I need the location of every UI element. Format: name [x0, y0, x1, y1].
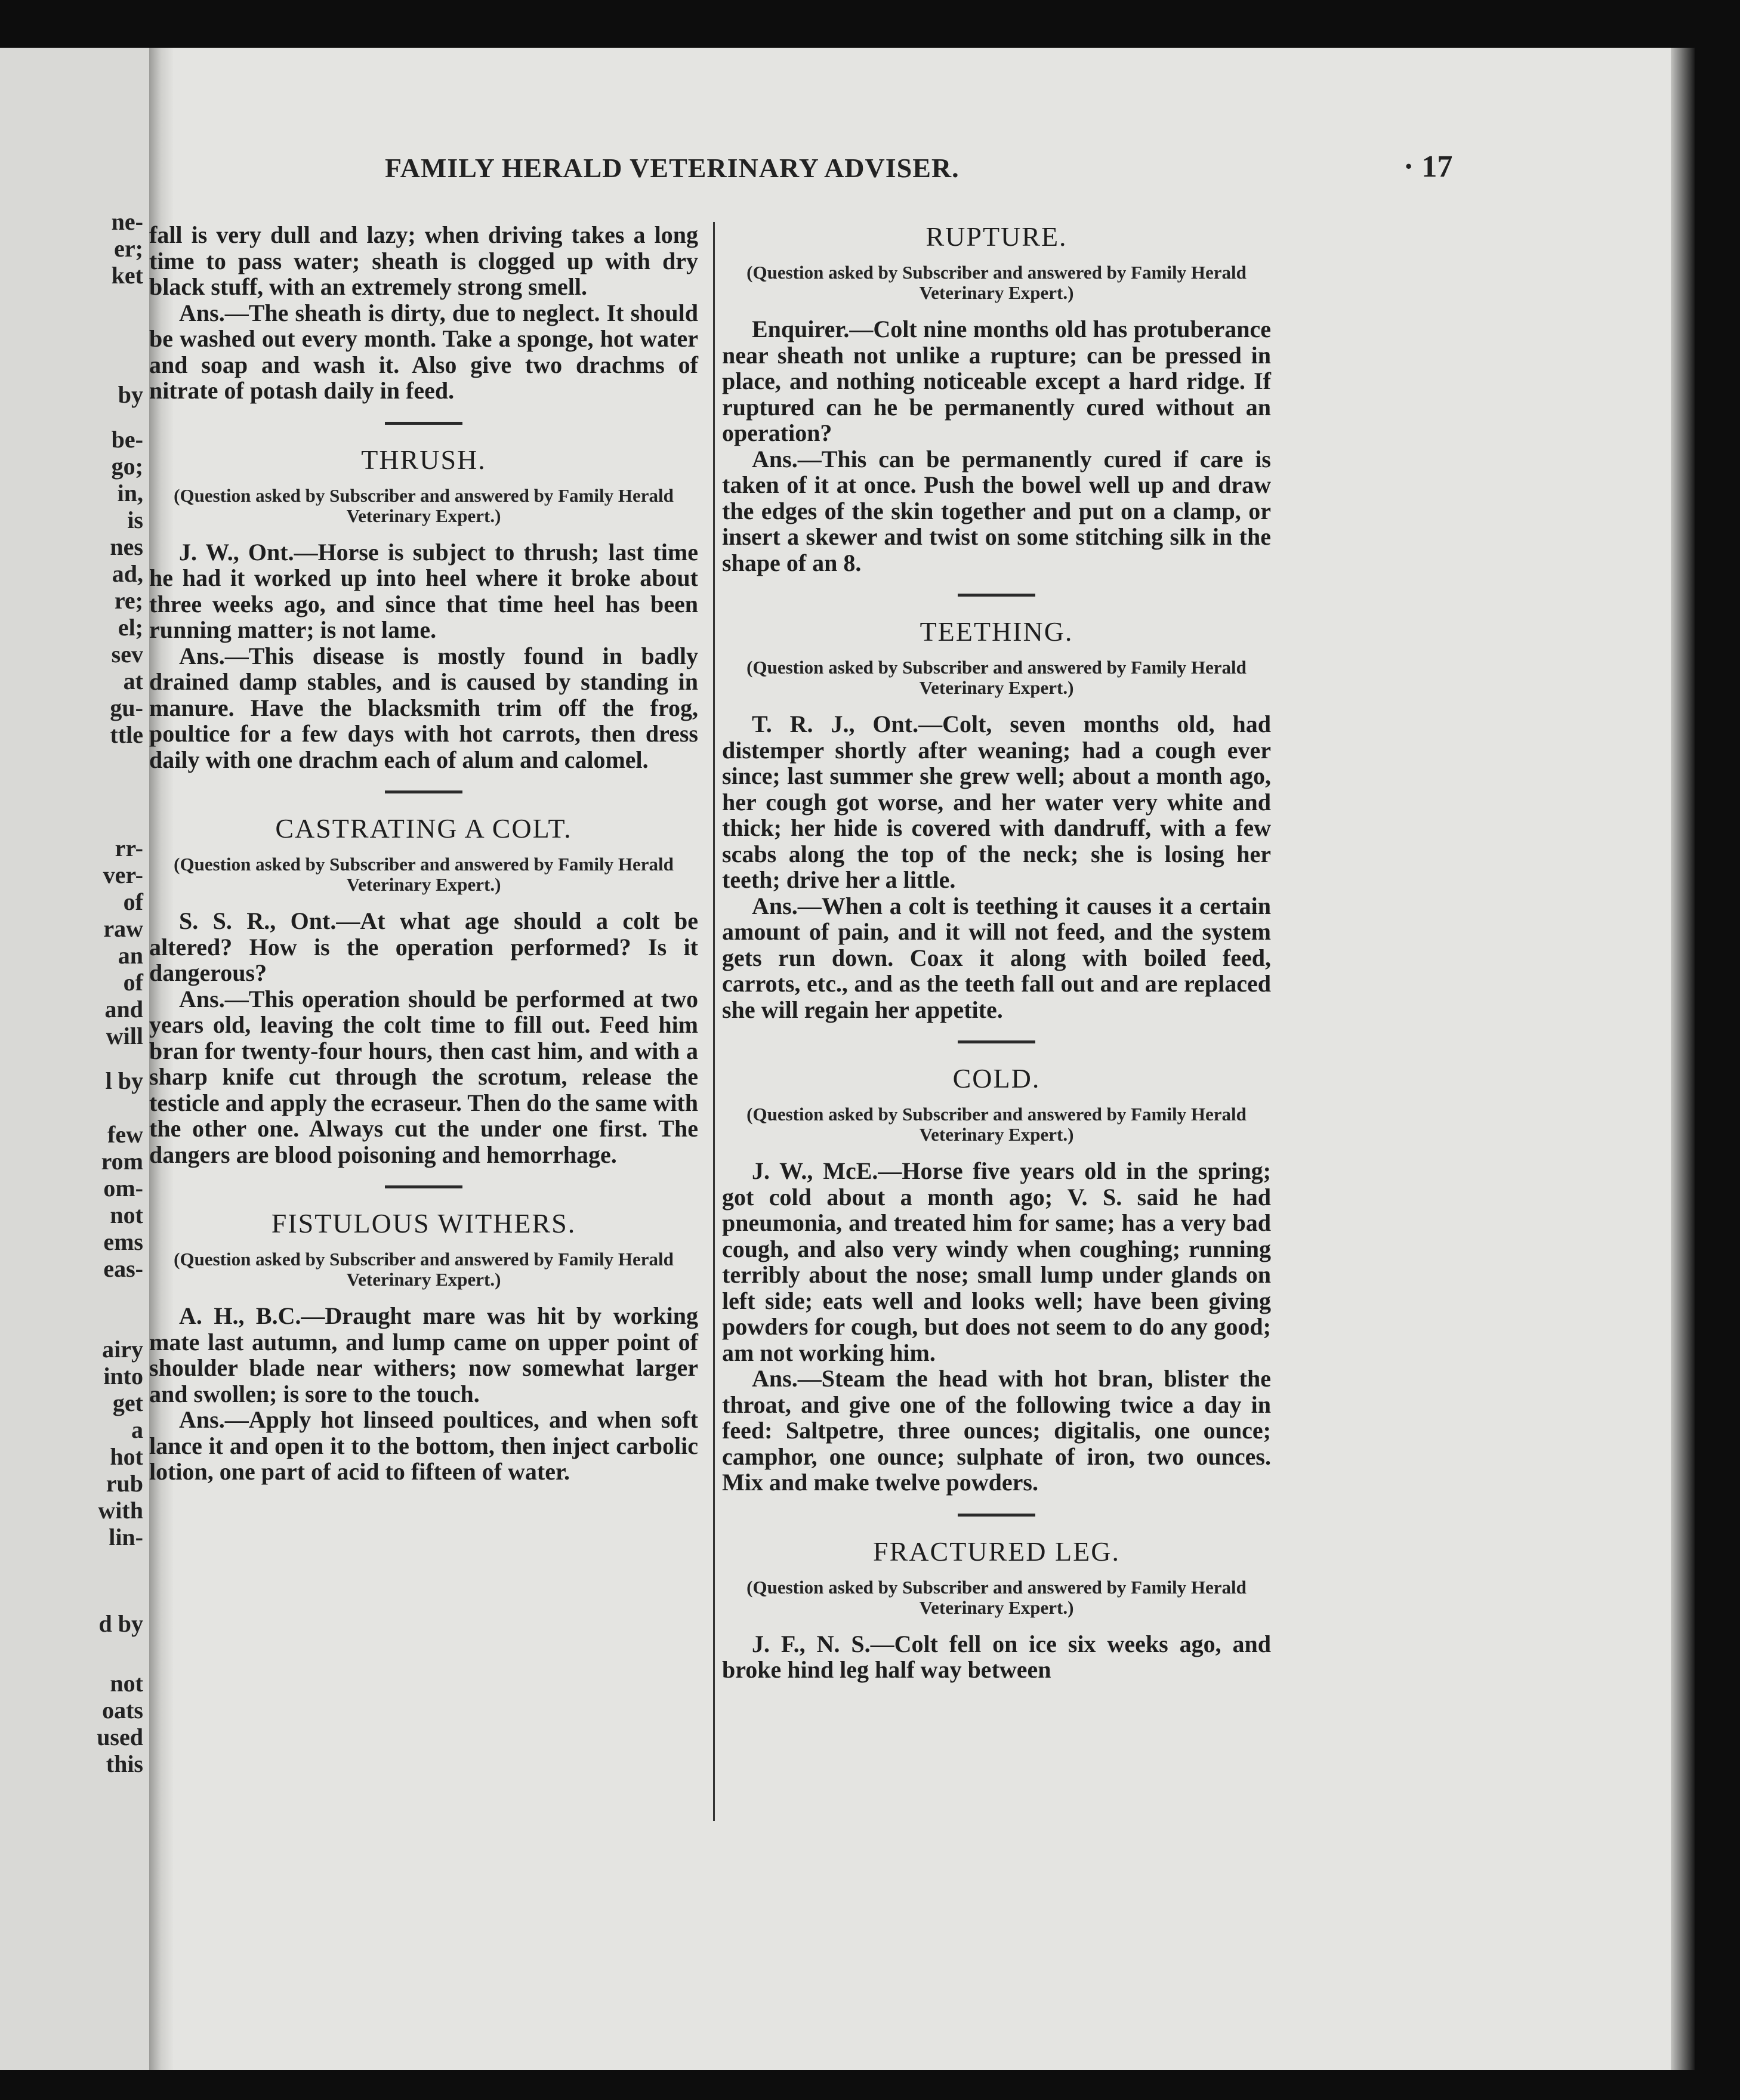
facing-page-fragment: at: [123, 668, 143, 694]
facing-page-fragment: into: [103, 1363, 143, 1389]
section-title-teething: TEETHING.: [920, 616, 1073, 647]
facing-page-fragment: an: [118, 942, 143, 969]
facing-page-fragment: not: [110, 1670, 143, 1697]
facing-page-fragment: go;: [111, 453, 143, 480]
question-paragraph: S. S. R., Ont.—At what age should a colt be altered? How is the operation performed? Is it dangerous?: [149, 907, 698, 986]
answer-paragraph: Ans.—This operation should be performed at two years old, leaving the colt time to fill out. Feed him bran for twenty-four hours, then cast him, and with a sharp knife cut through the scrotum, release the testicle and apply the ecraseur. Then do the same with the other one. Always cut the under one first. The dangers are blood poisoning and hemorrhage.: [149, 985, 698, 1168]
answer-paragraph: Ans.—This disease is mostly found in badly drained damp stables, and is caused by standing in manure. Have the blacksmith trim off the frog, poultice for a few days with hot carrots, then dress daily with one drachm each of alum and calomel.: [149, 642, 698, 773]
facing-page-fragment: er;: [114, 235, 143, 262]
section-title-thrush: THRUSH.: [361, 444, 486, 475]
facing-page-fragment: ttle: [110, 721, 143, 748]
facing-page-fragment: hot: [110, 1443, 143, 1470]
facing-page-fragment: el;: [118, 614, 143, 641]
answer-paragraph: Ans.—The sheath is dirty, due to neglect. It should be washed out every month. Take a sponge, hot water and soap and wash it. Also give two drachms of nitrate of potash daily in feed.: [149, 299, 698, 404]
section-credit: (Question asked by Subscriber and answered by Family Herald Veterinary Expert.): [174, 854, 674, 895]
section-credit: (Question asked by Subscriber and answered by Family Herald Veterinary Expert.): [174, 1249, 674, 1290]
section-divider: [958, 1514, 1035, 1517]
question-paragraph: Enquirer.—Colt nine months old has protuberance near sheath not unlike a rupture; can be pressed in place, and nothing noticeable except a hard ridge. If ruptured can he be permanently cured without an operation?: [722, 316, 1271, 446]
continued-paragraph: fall is very dull and lazy; when driving takes a long time to pass water; sheath is clogged up with dry black stuff, with an extremely strong smell.: [149, 221, 698, 300]
facing-page-fragment: by: [118, 381, 143, 408]
question-paragraph: A. H., B.C.—Draught mare was hit by working mate last autumn, and lump came on upper point of shoulder blade near withers; now somewhat larger and swollen; is sore to the touch.: [149, 1302, 698, 1407]
column-rule: [713, 222, 715, 1821]
question-paragraph: T. R. J., Ont.—Colt, seven months old, had distemper shortly after weaning; had a cough ever since; last summer she grew well; about a month ago, her cough got worse, and her water very white and thick; her hide is covered with dandruff, with a few scabs along the top of the neck; she is losing her teeth; drive her a little.: [722, 711, 1271, 893]
facing-page-fragment: l by: [105, 1067, 143, 1094]
facing-page-fragment: nes: [110, 533, 143, 560]
question-paragraph: J. W., McE.—Horse five years old in the spring; got cold about a month ago; V. S. said he had pneumonia, and treated him for same; has a very bad cough, and also very windy when coughing; running terribly about the nose; small lump under glands on left side; eats well and looks well; have been giving powders for cough, but does not seem to do any good; am not working him.: [722, 1157, 1271, 1366]
question-paragraph: J. W., Ont.—Horse is subject to thrush; last time he had it worked up into heel where it broke about three weeks ago, and since that time heel has been running matter; is not lame.: [149, 538, 698, 643]
facing-page-fragment: ems: [103, 1228, 143, 1255]
section-credit: (Question asked by Subscriber and answered by Family Herald Veterinary Expert.): [174, 484, 674, 526]
section-title-fractured-leg: FRACTURED LEG.: [873, 1536, 1120, 1567]
facing-page-fragment: re;: [114, 587, 143, 614]
facing-page-fragment: airy: [102, 1336, 143, 1363]
question-paragraph: J. F., N. S.—Colt fell on ice six weeks ago, and broke hind leg half way between: [722, 1630, 1271, 1683]
section-title-cold: COLD.: [952, 1063, 1041, 1094]
facing-page-fragment: rub: [106, 1470, 143, 1497]
answer-paragraph: Ans.—Apply hot linseed poultices, and when soft lance it and open it to the bottom, then inject carbolic lotion, one part of acid to fifteen of water.: [149, 1406, 698, 1485]
facing-page-fragment: d by: [98, 1610, 143, 1637]
facing-page-fragment: ne-: [111, 208, 143, 235]
section-credit: (Question asked by Subscriber and answered by Family Herald Veterinary Expert.): [746, 1576, 1247, 1618]
facing-page-fragment: ver-: [103, 861, 143, 888]
right-column: [722, 222, 1271, 1683]
facing-page-fragment: eas-: [103, 1255, 143, 1282]
facing-page-fragment: be-: [111, 426, 143, 453]
answer-paragraph: Ans.—Steam the head with hot bran, blister the throat, and give one of the following twice a day in feed: Saltpetre, three ounces; digitalis, one ounce; camphor, one ounce; sulphate of iron, two ounces. Mix and make twelve powders.: [722, 1365, 1271, 1496]
facing-page-fragment: raw: [103, 915, 143, 942]
facing-page-fragment: a: [131, 1416, 143, 1443]
running-head: FAMILY HERALD VETERINARY ADVISER.: [385, 153, 960, 183]
facing-page-fragment: gu-: [110, 694, 143, 721]
facing-page-fragment: get: [112, 1389, 143, 1416]
answer-paragraph: Ans.—When a colt is teething it causes it a certain amount of pain, and it will not feed, and the system gets run down. Coax it along with boiled feed, carrots, etc., and as the teeth fall out and are replaced she will regain her appetite.: [722, 892, 1271, 1023]
facing-page-edge: [0, 48, 149, 2070]
section-credit: (Question asked by Subscriber and answered by Family Herald Veterinary Expert.): [746, 657, 1247, 698]
left-column: [149, 222, 698, 1485]
facing-page-fragment: in,: [117, 480, 143, 507]
section-divider: [385, 422, 462, 425]
facing-page-fragment: ad,: [112, 560, 143, 587]
facing-page-fragment: om-: [103, 1175, 143, 1202]
facing-page-fragment: rom: [101, 1148, 143, 1175]
section-divider: [385, 1185, 462, 1188]
section-title-castrating: CASTRATING A COLT.: [275, 813, 572, 844]
section-title-rupture: RUPTURE.: [925, 221, 1068, 252]
facing-page-fragment: rr-: [115, 835, 143, 861]
facing-page-fragment: and: [104, 996, 143, 1023]
facing-page-fragment: sev: [111, 641, 143, 668]
facing-page-fragment: ket: [111, 262, 143, 289]
facing-page-fragment: of: [123, 969, 143, 996]
section-divider: [385, 790, 462, 793]
section-title-fistulous-withers: FISTULOUS WITHERS.: [271, 1208, 576, 1239]
facing-page-fragment: lin-: [109, 1524, 143, 1551]
section-divider: [958, 1040, 1035, 1043]
facing-page-fragment: used: [97, 1724, 143, 1750]
section-credit: (Question asked by Subscriber and answered by Family Herald Veterinary Expert.): [746, 1104, 1247, 1145]
facing-page-fragment: oats: [102, 1697, 143, 1724]
page-right-edge: [1671, 48, 1695, 2070]
answer-paragraph: Ans.—This can be permanently cured if care is taken of it at once. Push the bowel well up and draw the edges of the skin together and put on a clamp, or insert a skewer and twist on some stitching silk in the shape of an 8.: [722, 445, 1271, 576]
facing-page-fragment: not: [110, 1202, 143, 1228]
section-credit: (Question asked by Subscriber and answered by Family Herald Veterinary Expert.): [746, 262, 1247, 303]
page-number: · 17: [1403, 150, 1453, 184]
facing-page-fragment: of: [123, 888, 143, 915]
facing-page-fragment: with: [98, 1497, 143, 1524]
section-divider: [958, 594, 1035, 597]
facing-page-fragment: few: [107, 1121, 143, 1148]
facing-page-fragment: is: [127, 507, 143, 533]
facing-page-fragment: this: [106, 1750, 143, 1777]
facing-page-fragment: will: [106, 1023, 143, 1049]
